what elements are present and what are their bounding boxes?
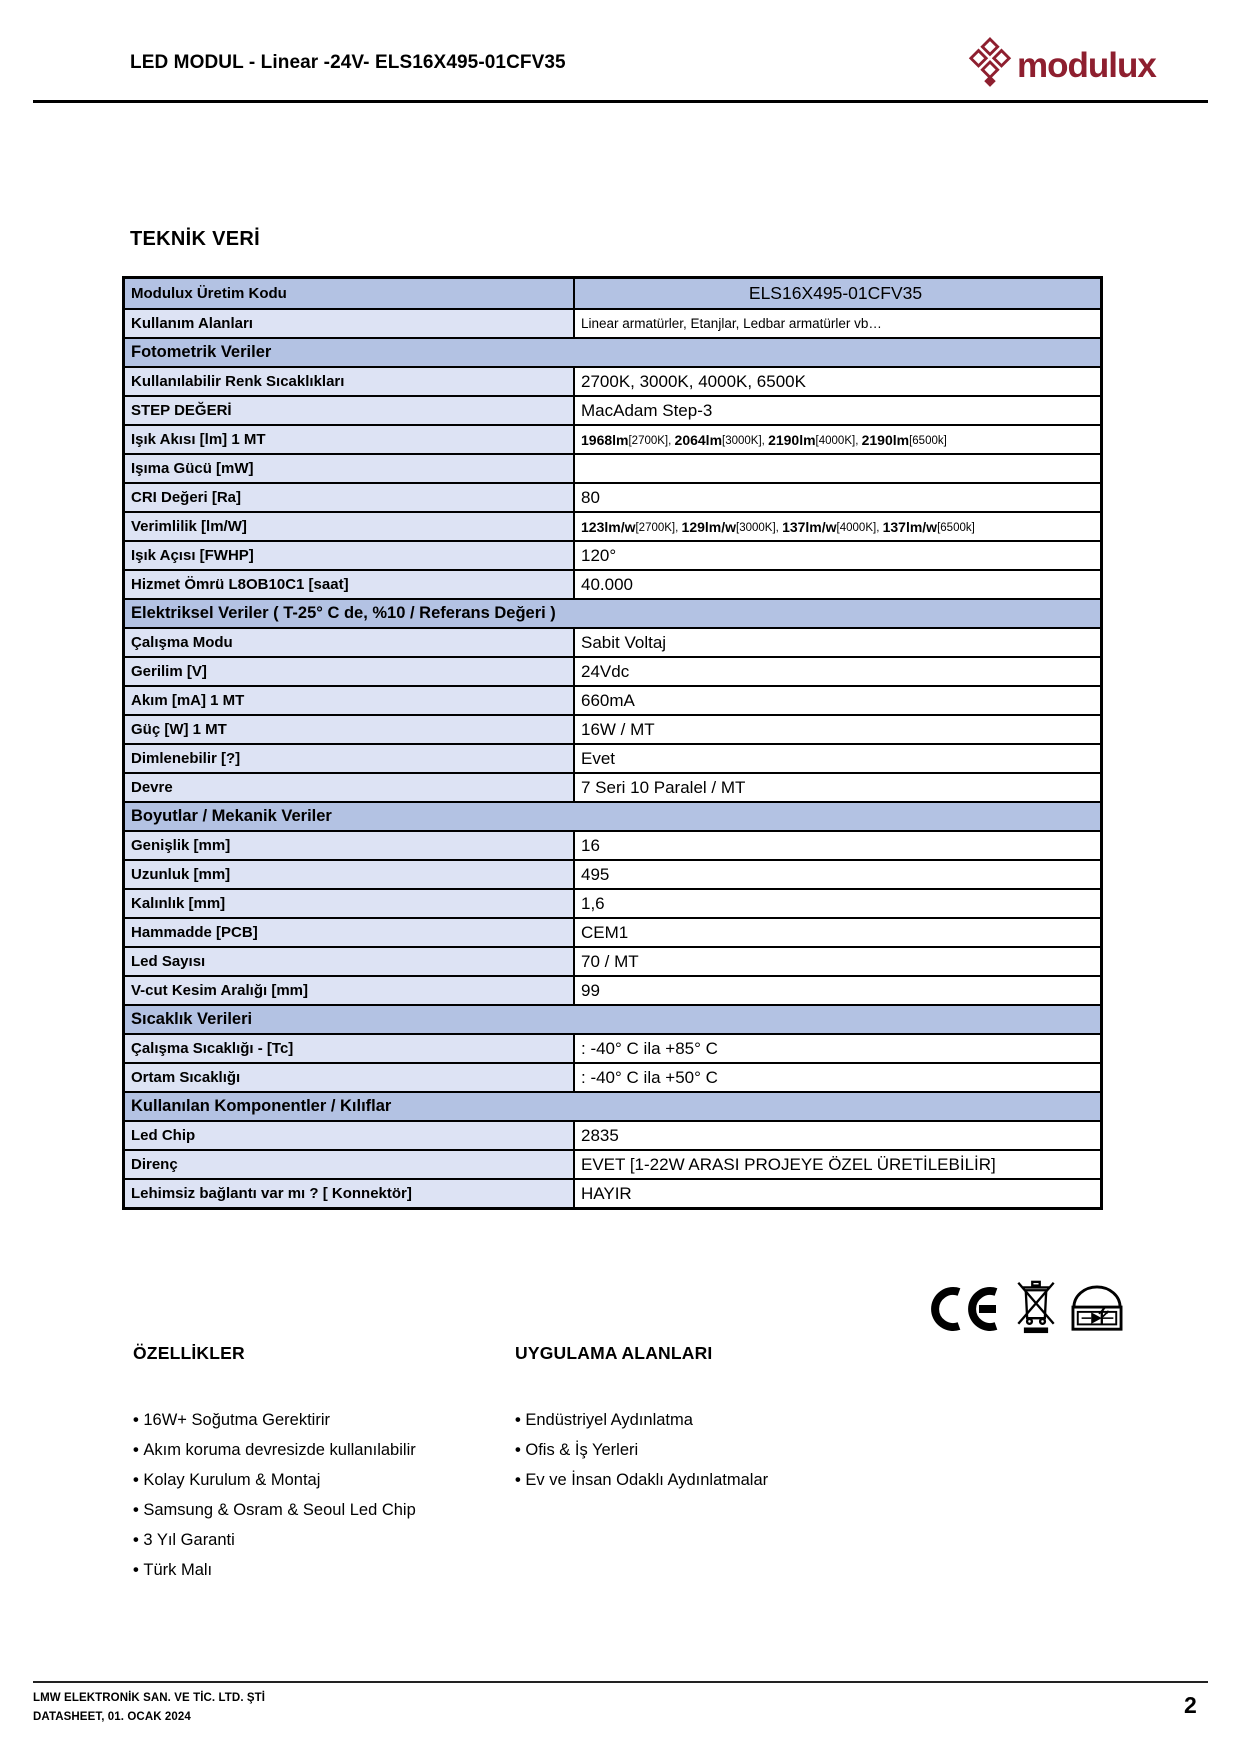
table-row <box>125 1178 1100 1207</box>
row-label: Çalışma Modu <box>125 629 573 656</box>
lumen-ct: [6500k] <box>909 434 947 447</box>
efficiency-ct: [3000K], <box>736 521 783 534</box>
section-label: Fotometrik Veriler <box>131 343 272 361</box>
row-label: Dimlenebilir [?] <box>125 745 573 772</box>
page-title: TEKNİK VERİ <box>130 228 260 250</box>
row-value: 7 Seri 10 Paralel / MT <box>573 774 1100 801</box>
ce-mark-icon <box>926 1284 1002 1334</box>
table-row <box>125 569 1100 598</box>
list-item: • Ev ve İnsan Odaklı Aydınlatmalar <box>515 1465 768 1495</box>
section-label: Sıcaklık Verileri <box>131 1010 253 1028</box>
row-value <box>573 426 1100 453</box>
table-row <box>125 946 1100 975</box>
table-row <box>125 859 1100 888</box>
table-row <box>125 1062 1100 1091</box>
row-value: ELS16X495-01CFV35 <box>573 279 1100 308</box>
row-label: Işıma Gücü [mW] <box>125 455 573 482</box>
lumen-value: 2190lm <box>768 431 816 448</box>
applications-title: UYGULAMA ALANLARI <box>515 1343 713 1363</box>
efficiency-value: 129lm/w <box>681 518 737 535</box>
row-label: Güç [W] 1 MT <box>125 716 573 743</box>
row-value: 2700K, 3000K, 4000K, 6500K <box>573 368 1100 395</box>
features-section <box>133 1343 416 1585</box>
row-label: Lehimsiz bağlantı var mı ? [ Konnektör] <box>125 1180 573 1207</box>
row-value <box>573 455 1100 482</box>
row-value: MacAdam Step-3 <box>573 397 1100 424</box>
header-divider <box>33 100 1208 103</box>
brand-logo <box>968 36 1156 95</box>
list-item: • Ofis & İş Yerleri <box>515 1435 768 1465</box>
row-value: HAYIR <box>573 1180 1100 1207</box>
efficiency-ct: [6500k] <box>937 521 975 534</box>
lumen-value: 2190lm <box>861 431 910 448</box>
applications-section <box>515 1343 768 1495</box>
row-value: Sabit Voltaj <box>573 629 1100 656</box>
table-row <box>125 830 1100 859</box>
row-label: Led Chip <box>125 1122 573 1149</box>
row-label: STEP DEĞERİ <box>125 397 573 424</box>
row-label: Işık Akısı [lm] 1 MT <box>125 426 573 453</box>
table-section-row <box>125 598 1100 627</box>
page-number: 2 <box>1184 1692 1197 1718</box>
table-row <box>125 424 1100 453</box>
features-title: ÖZELLİKLER <box>133 1343 245 1363</box>
document-title: LED MODUL - Linear -24V- ELS16X495-01CFV35 <box>130 52 566 73</box>
row-label: V-cut Kesim Aralığı [mm] <box>125 977 573 1004</box>
table-section-row <box>125 801 1100 830</box>
footer-datasheet-date: DATASHEET, 01. OCAK 2024 <box>33 1711 191 1723</box>
row-label: Direnç <box>125 1151 573 1178</box>
row-label: Devre <box>125 774 573 801</box>
table-row <box>125 279 1100 308</box>
row-value: Linear armatürler, Etanjlar, Ledbar armatürler vb… <box>573 310 1100 337</box>
row-label: Işık Açısı [FWHP] <box>125 542 573 569</box>
row-label: Kullanım Alanları <box>125 310 573 337</box>
row-value: 16 <box>573 832 1100 859</box>
efficiency-ct: [2700K], <box>635 521 682 534</box>
row-label: Akım [mA] 1 MT <box>125 687 573 714</box>
weee-crossed-bin-icon <box>1017 1280 1055 1334</box>
lumen-value: 1968lm <box>581 431 629 448</box>
row-label: Kalınlık [mm] <box>125 890 573 917</box>
row-label: Uzunluk [mm] <box>125 861 573 888</box>
efficiency-value: 137lm/w <box>782 518 837 535</box>
row-label: Çalışma Sıcaklığı - [Tc] <box>125 1035 573 1062</box>
row-label: Hammadde [PCB] <box>125 919 573 946</box>
table-row <box>125 888 1100 917</box>
list-item: • Türk Malı <box>133 1555 416 1585</box>
certification-icons <box>926 1280 1124 1334</box>
table-row <box>125 395 1100 424</box>
efficiency-value: 137lm/w <box>882 518 938 535</box>
row-label: Hizmet Ömrü L8OB10C1 [saat] <box>125 571 573 598</box>
row-value: 80 <box>573 484 1100 511</box>
section-label: Boyutlar / Mekanik Veriler <box>131 807 332 825</box>
list-item: • 16W+ Soğutma Gerektirir <box>133 1405 416 1435</box>
applications-list <box>515 1405 768 1495</box>
led-luminaire-icon <box>1070 1284 1124 1334</box>
table-row <box>125 656 1100 685</box>
lumen-value: 2064lm <box>674 431 723 448</box>
table-section-row <box>125 1091 1100 1120</box>
row-label: Led Sayısı <box>125 948 573 975</box>
row-value: 495 <box>573 861 1100 888</box>
row-value: 2835 <box>573 1122 1100 1149</box>
table-row <box>125 540 1100 569</box>
row-value: 120° <box>573 542 1100 569</box>
modulux-diamond-icon <box>968 36 1012 95</box>
section-label: Elektriksel Veriler ( T-25° C de, %10 / Referans Değeri ) <box>131 604 556 622</box>
row-value <box>573 513 1100 540</box>
row-value: : -40° C ila +85° C <box>573 1035 1100 1062</box>
table-row <box>125 772 1100 801</box>
lumen-ct: [3000K], <box>722 434 769 447</box>
table-row <box>125 1149 1100 1178</box>
table-row <box>125 308 1100 337</box>
features-list <box>133 1405 416 1585</box>
list-item: • 3 Yıl Garanti <box>133 1525 416 1555</box>
row-value: 660mA <box>573 687 1100 714</box>
row-label: Genişlik [mm] <box>125 832 573 859</box>
lumen-ct: [4000K], <box>815 434 862 447</box>
brand-wordmark: modulux <box>1017 45 1156 85</box>
row-label: Ortam Sıcaklığı <box>125 1064 573 1091</box>
lumen-ct: [2700K], <box>628 434 675 447</box>
row-value: 24Vdc <box>573 658 1100 685</box>
row-value: 99 <box>573 977 1100 1004</box>
table-row <box>125 627 1100 656</box>
list-item: • Samsung & Osram & Seoul Led Chip <box>133 1495 416 1525</box>
row-label: Kullanılabilir Renk Sıcaklıkları <box>125 368 573 395</box>
row-value: 70 / MT <box>573 948 1100 975</box>
row-label: CRI Değeri [Ra] <box>125 484 573 511</box>
row-value: : -40° C ila +50° C <box>573 1064 1100 1091</box>
list-item: • Kolay Kurulum & Montaj <box>133 1465 416 1495</box>
footer-divider <box>33 1681 1208 1683</box>
table-row <box>125 685 1100 714</box>
row-label: Verimlilik [lm/W] <box>125 513 573 540</box>
section-label: Kullanılan Komponentler / Kılıflar <box>131 1097 392 1115</box>
table-section-row <box>125 337 1100 366</box>
row-value: EVET [1-22W ARASI PROJEYE ÖZEL ÜRETİLEBİLİR] <box>573 1151 1100 1178</box>
table-row <box>125 917 1100 946</box>
table-row <box>125 453 1100 482</box>
list-item: • Akım koruma devresizde kullanılabilir <box>133 1435 416 1465</box>
footer-company: LMW ELEKTRONİK SAN. VE TİC. LTD. ŞTİ <box>33 1692 266 1704</box>
table-row <box>125 1120 1100 1149</box>
table-row <box>125 366 1100 395</box>
table-row <box>125 743 1100 772</box>
table-row <box>125 975 1100 1004</box>
table-row <box>125 482 1100 511</box>
table-section-row <box>125 1004 1100 1033</box>
table-row <box>125 1033 1100 1062</box>
technical-data-table <box>122 276 1103 1210</box>
table-row <box>125 511 1100 540</box>
row-label: Modulux Üretim Kodu <box>125 279 573 308</box>
row-value: 40.000 <box>573 571 1100 598</box>
table-row <box>125 714 1100 743</box>
efficiency-ct: [4000K], <box>836 521 883 534</box>
list-item: • Endüstriyel Aydınlatma <box>515 1405 768 1435</box>
row-value: 1,6 <box>573 890 1100 917</box>
row-value: Evet <box>573 745 1100 772</box>
efficiency-value: 123lm/w <box>581 518 636 535</box>
row-value: 16W / MT <box>573 716 1100 743</box>
row-value: CEM1 <box>573 919 1100 946</box>
row-label: Gerilim [V] <box>125 658 573 685</box>
